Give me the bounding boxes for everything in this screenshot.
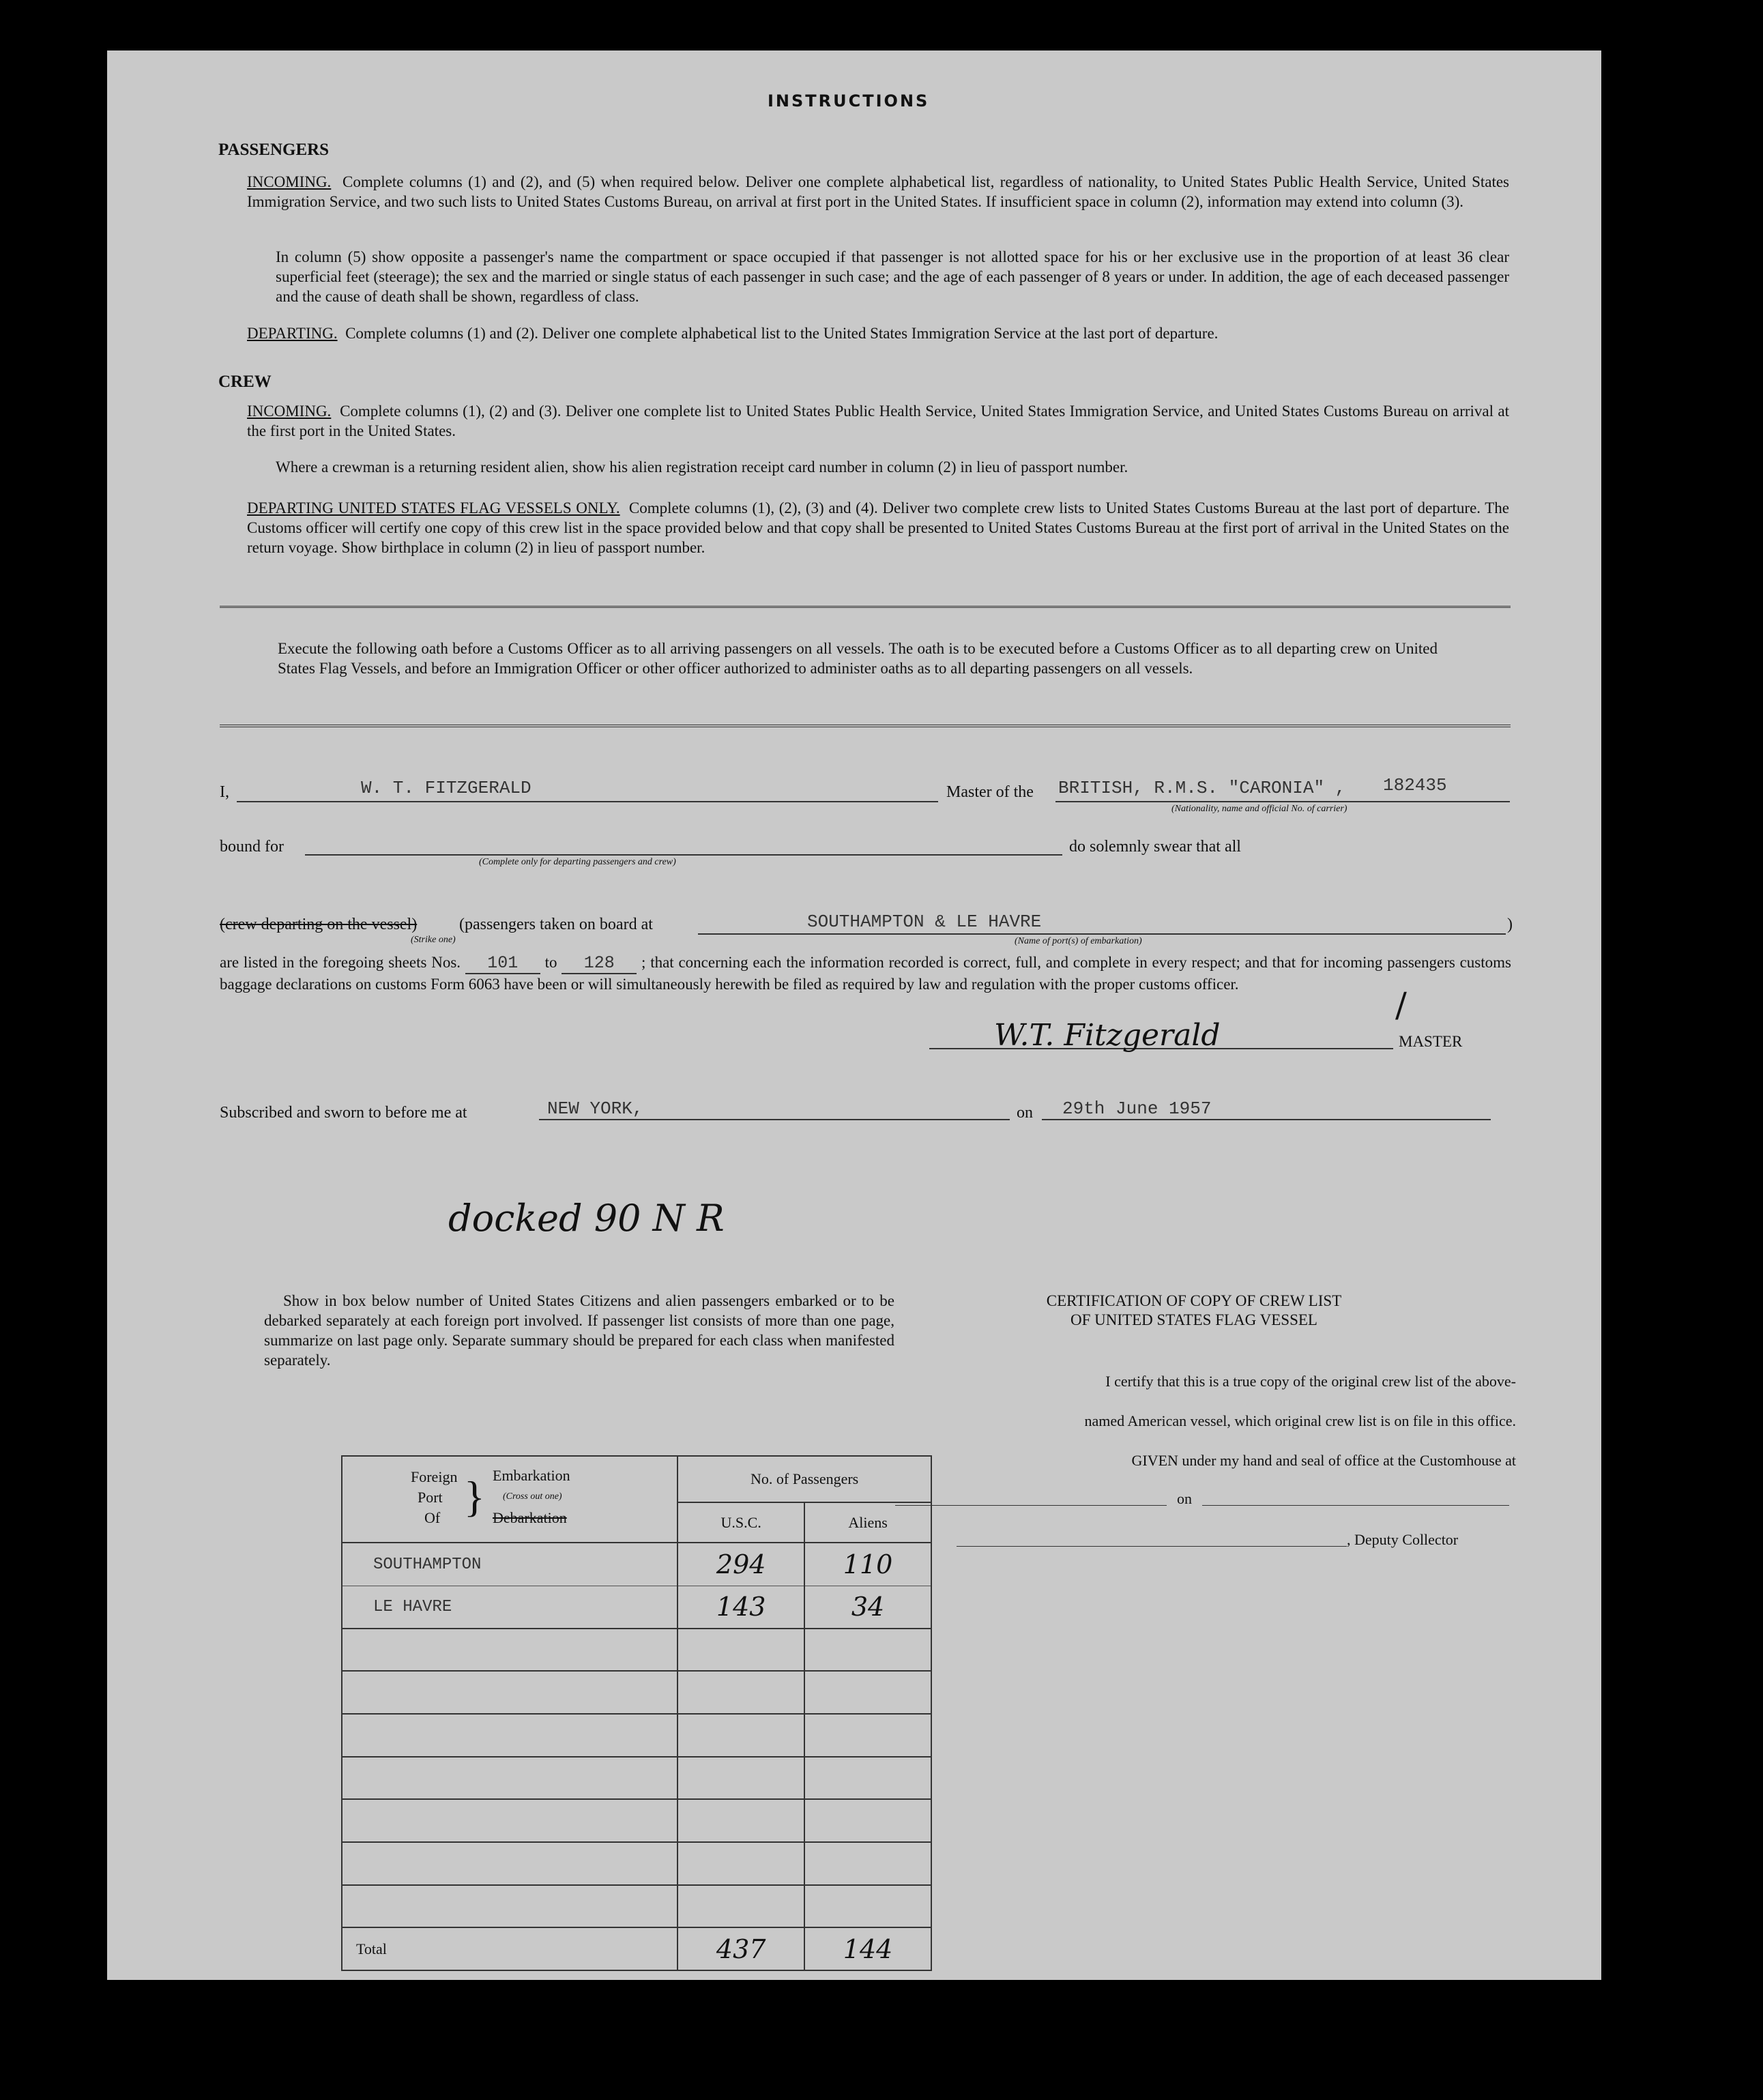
crew-heading: CREW: [218, 373, 272, 391]
summary-instructions: Show in box below number of United States Citizens and alien passengers embarked or to be debarked separately at each foreign port involved. If passenger list consists of more than one page, summarize on last page only. Separate summary should be prepared for each class when manifested separately.: [264, 1292, 894, 1369]
bound-for-label: bound for: [220, 838, 284, 856]
certification-line-3: GIVEN under my hand and seal of office at the Customhouse at: [1131, 1452, 1516, 1469]
header-of: Of: [424, 1508, 441, 1526]
crew-departing-label: DEPARTING UNITED STATES FLAG VESSELS ONLY.: [247, 499, 620, 516]
total-aliens: 144: [804, 1927, 931, 1970]
certification-on-label: on: [1177, 1490, 1192, 1507]
check-mark: /: [1395, 985, 1407, 1025]
master-name-line: [237, 801, 938, 802]
strike-caption: (Strike one): [411, 935, 456, 945]
carrier-line: [1055, 801, 1510, 802]
deputy-collector-line: [957, 1546, 1347, 1547]
header-port: Port: [418, 1488, 443, 1506]
carrier-name: BRITISH, R.M.S. "CARONIA" ,: [1058, 778, 1346, 798]
certification-date-line: [1202, 1505, 1509, 1506]
table-row: [342, 1671, 931, 1714]
usc-header: U.S.C.: [677, 1502, 804, 1543]
oath-i-label: I,: [220, 783, 229, 801]
crew-resident: Where a crewman is a returning resident alien, show his alien registration receipt card number in column (2) in lieu of passport number.: [276, 458, 1128, 476]
divider-rule: [220, 606, 1511, 608]
oath-instructions: Execute the following oath before a Customs Officer as to all arriving passengers on all vessels. The oath is to be executed before a Customs Officer as to all departing crew on United States Flag Vessels, and before an Immigration Officer or other officer authorized to administer oaths as to all departing passengers on all vessels.: [278, 640, 1438, 677]
passengers-header-cell: No. of Passengers: [677, 1456, 931, 1502]
port-header-cell: [342, 1456, 677, 1543]
certification-line-2: named American vessel, which original crew list is on file in this office.: [1084, 1412, 1516, 1429]
certification-title-1: CERTIFICATION OF COPY OF CREW LIST: [1046, 1292, 1342, 1309]
total-usc: 437: [677, 1927, 804, 1970]
header-cross-out: (Cross out one): [503, 1491, 562, 1502]
aliens-header: Aliens: [804, 1502, 931, 1543]
certification-title-2: OF UNITED STATES FLAG VESSEL: [1070, 1311, 1317, 1328]
sheet-from: 101: [465, 953, 540, 974]
passenger-summary-table: [341, 1455, 932, 1971]
sworn-place-line: [539, 1119, 1010, 1120]
document-page: [107, 50, 1601, 1980]
listed-tail: ; that concerning each the information recorded is correct, full, and complete in every respect; and that for incoming passengers customs baggage declarations on customs Form 6063 have been or will simultaneously herewith be filed as required by law and regulation with the proper customs officer.: [220, 954, 1511, 993]
passengers-incoming-label: INCOMING.: [247, 173, 332, 190]
total-label: Total: [342, 1927, 677, 1970]
row-usc: 294: [677, 1543, 804, 1586]
table-row: [342, 1586, 931, 1629]
row-port: LE HAVRE: [342, 1586, 677, 1629]
header-brace: }: [464, 1472, 485, 1521]
passengers-departing-label: DEPARTING.: [247, 325, 338, 342]
crew-incoming: [247, 401, 1509, 441]
table-row: [342, 1842, 931, 1885]
deputy-collector-label: , Deputy Collector: [1347, 1531, 1459, 1548]
sworn-date: 29th June 1957: [1062, 1098, 1212, 1119]
passengers-incoming: [247, 172, 1509, 212]
crew-incoming-text: Complete columns (1), (2) and (3). Deliver one complete list to United States Public Health Service, United States Immigration Service, and United States Customs Bureau on arrival at the first port in the United States.: [247, 403, 1510, 439]
page-title: INSTRUCTIONS: [768, 91, 930, 111]
row-aliens: 110: [804, 1543, 931, 1586]
master-signature: W.T. Fitzgerald: [994, 1018, 1221, 1053]
crew-departing-text: Complete columns (1), (2), (3) and (4). Deliver two complete crew lists to United States Customs Bureau at the last port of departure. The Customs officer will certify one copy of this crew list in the space provided below and that copy shall be presented to United States Customs Bureau at the first port of arrival in the United States on the return voyage. Show birthplace in column (2) in lieu of passport number.: [247, 499, 1510, 556]
bound-for-line: [305, 854, 1062, 856]
close-paren: ): [1507, 916, 1513, 933]
header-embarkation: Embarkation: [493, 1466, 570, 1484]
row-port: SOUTHAMPTON: [342, 1543, 677, 1586]
table-row: [342, 1799, 931, 1842]
total-row: [342, 1927, 931, 1970]
certification-line-1: I certify that this is a true copy of the original crew list of the above-: [1105, 1373, 1516, 1390]
customhouse-line: [895, 1505, 1167, 1506]
carrier-caption: (Nationality, name and official No. of carrier): [1171, 804, 1347, 814]
embarkation-ports: SOUTHAMPTON & LE HAVRE: [807, 912, 1042, 932]
master-of-label: Master of the: [946, 783, 1034, 801]
to-label: to: [544, 954, 557, 971]
subscribed-label: Subscribed and sworn to before me at: [220, 1104, 467, 1122]
listed-text: [220, 952, 1511, 994]
passengers-column5: In column (5) show opposite a passenger's name the compartment or space occupied if that passenger is not allotted space for his or her exclusive use in the proportion of at least 36 clear superficial feet (steerage); the sex and the married or single status of each passenger in such case; and the age of each passenger of 8 years or under. In addition, the age of each deceased passenger and the cause of death shall be shown, regardless of class.: [276, 248, 1509, 305]
header-foreign: Foreign: [411, 1468, 458, 1485]
passengers-departing: [247, 323, 1509, 343]
table-row: [342, 1629, 931, 1672]
master-name: W. T. FITZGERALD: [361, 778, 531, 798]
table-row: [342, 1885, 931, 1928]
row-aliens: 34: [804, 1586, 931, 1629]
swear-text: do solemnly swear that all: [1069, 838, 1241, 856]
table-row: [342, 1757, 931, 1800]
carrier-number: 182435: [1383, 775, 1447, 796]
listed-intro: are listed in the foregoing sheets Nos.: [220, 954, 461, 971]
bound-for-caption: (Complete only for departing passengers and crew): [479, 857, 676, 867]
master-label: MASTER: [1399, 1033, 1463, 1050]
passengers-taken-option: (passengers taken on board at: [459, 916, 653, 933]
sheet-to: 128: [562, 953, 637, 974]
row-usc: 143: [677, 1586, 804, 1629]
ports-line: [698, 933, 1506, 935]
ports-caption: (Name of port(s) of embarkation): [1015, 936, 1142, 946]
crew-departing-option: (crew departing on the vessel): [220, 916, 418, 933]
divider-rule: [220, 725, 1511, 727]
table-row: [342, 1714, 931, 1757]
table-row: [342, 1543, 931, 1586]
crew-incoming-label: INCOMING.: [247, 403, 332, 420]
header-debarkation: Debarkation: [493, 1508, 567, 1526]
crew-departing: [247, 498, 1509, 557]
handwritten-note: docked 90 N R: [448, 1197, 725, 1240]
passengers-incoming-text: Complete columns (1) and (2), and (5) when required below. Deliver one complete alphabetical list, regardless of nationality, to United States Public Health Service, United States Immigration Service, and two such lists to United States Customs Bureau, on arrival at first port in the United States. If insufficient space in column (2), information may extend into column (3).: [247, 173, 1510, 210]
sworn-on-label: on: [1017, 1104, 1033, 1122]
sworn-date-line: [1042, 1119, 1491, 1120]
sworn-place: NEW YORK,: [547, 1098, 643, 1119]
passengers-heading: PASSENGERS: [218, 141, 330, 159]
passengers-departing-text: Complete columns (1) and (2). Deliver one complete alphabetical list to the United States Immigration Service at the last port of departure.: [345, 325, 1219, 342]
